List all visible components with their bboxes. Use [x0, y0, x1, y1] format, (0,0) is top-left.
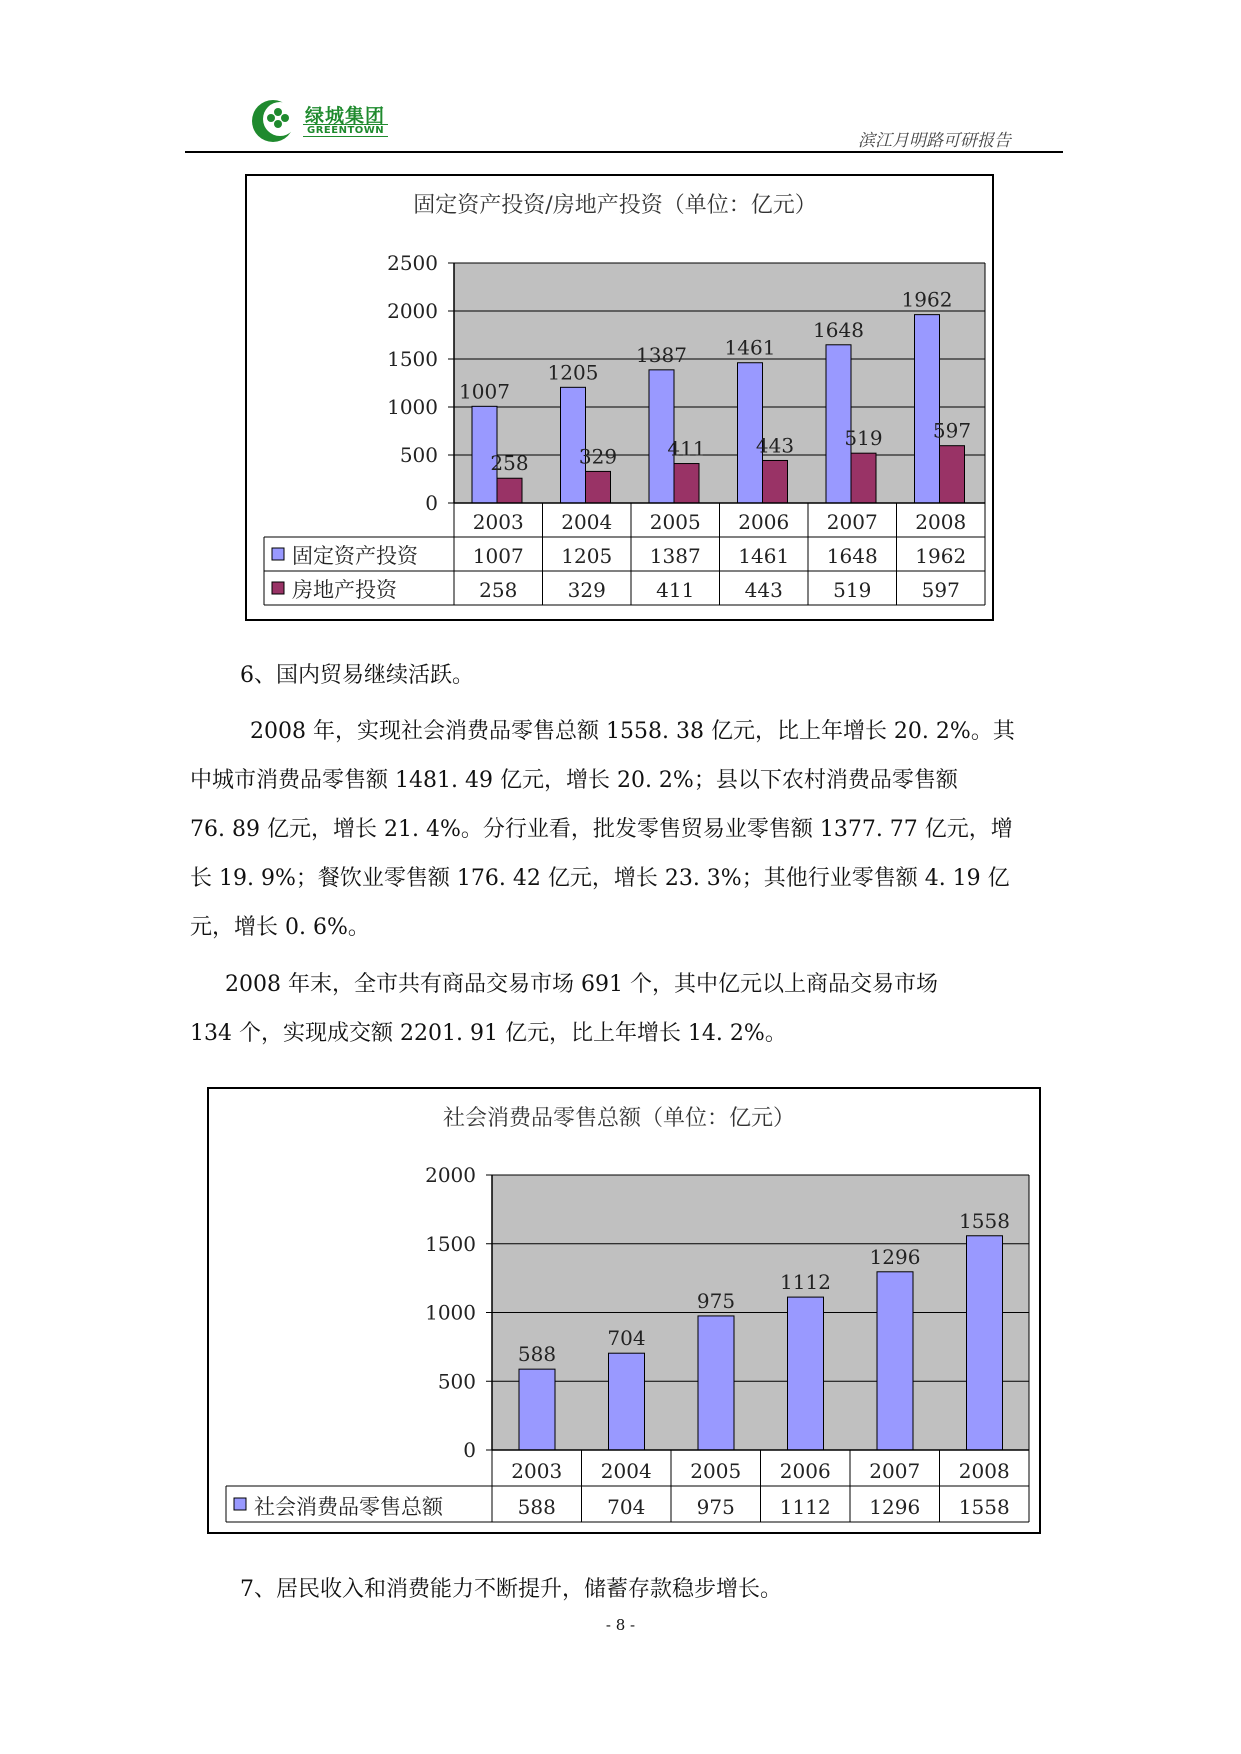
table-cell: 1558	[958, 1495, 1010, 1519]
chart-title: 社会消费品零售总额（单位：亿元）	[442, 1106, 796, 1131]
data-label: 443	[755, 433, 795, 458]
retail-sales-chart	[207, 1087, 1041, 1534]
legend-swatch	[272, 582, 284, 594]
legend-swatch	[272, 548, 284, 560]
table-cell: 975	[696, 1495, 735, 1519]
bar	[788, 1297, 824, 1450]
data-label: 1558	[959, 1208, 1010, 1233]
y-tick-label: 1500	[425, 1231, 476, 1256]
paragraph-line: 76. 89 亿元，增长 21. 4%。分行业看，批发零售贸易业零售额 1377. 77 亿元，增	[190, 817, 1013, 842]
data-label: 1962	[901, 287, 953, 312]
data-label: 1461	[724, 335, 776, 360]
x-tick-label: 2005	[690, 1459, 742, 1483]
legend-label: 房地产投资	[292, 578, 397, 602]
table-cell: 1007	[472, 544, 524, 568]
table-cell: 1296	[869, 1495, 921, 1519]
data-label: 519	[844, 426, 883, 451]
y-tick-label: 500	[399, 443, 438, 467]
data-label: 588	[517, 1342, 557, 1367]
table-cell: 1387	[649, 544, 701, 568]
logo-chinese-name: 绿城集团	[305, 105, 386, 127]
table-cell: 258	[479, 578, 518, 602]
bar	[915, 315, 940, 503]
data-label: 411	[667, 436, 706, 461]
header-divider	[185, 151, 1063, 153]
y-tick-label: 2000	[387, 299, 438, 323]
table-cell: 1205	[561, 544, 613, 568]
data-label: 1007	[459, 379, 510, 404]
data-label: 704	[607, 1326, 646, 1351]
table-cell: 1962	[915, 544, 967, 568]
paragraph-line: 元，增长 0. 6%。	[190, 915, 370, 940]
y-tick-label: 2500	[387, 251, 438, 275]
logo-english-name: GREENTOWN	[303, 124, 388, 137]
chart-title: 固定资产投资/房地产投资（单位：亿元）	[413, 193, 817, 218]
bar	[674, 464, 699, 503]
legend-swatch	[234, 1498, 246, 1510]
table-cell: 1648	[826, 544, 878, 568]
x-tick-label: 2005	[649, 510, 701, 534]
bar	[940, 446, 965, 503]
table-cell: 1112	[779, 1495, 831, 1519]
data-label: 975	[696, 1288, 736, 1313]
bar	[851, 453, 876, 503]
page-number: - 8 -	[605, 1616, 636, 1634]
investment-chart-svg	[247, 176, 992, 619]
y-tick-label: 0	[425, 491, 438, 515]
data-label: 1205	[547, 360, 599, 385]
paragraph-line: 2008 年，实现社会消费品零售总额 1558. 38 亿元，比上年增长 20. 2%。其	[250, 719, 1015, 744]
y-tick-label: 1500	[387, 347, 438, 371]
bar	[967, 1236, 1003, 1450]
bar	[586, 471, 611, 503]
data-label: 258	[490, 451, 529, 476]
x-tick-label: 2006	[779, 1459, 831, 1483]
bar	[826, 345, 851, 503]
paragraph-line: 134 个，实现成交额 2201. 91 亿元，比上年增长 14. 2%。	[190, 1021, 787, 1046]
table-cell: 329	[567, 578, 606, 602]
table-cell: 519	[833, 578, 872, 602]
section-6-heading: 6、国内贸易继续活跃。	[240, 663, 474, 688]
paragraph-line: 长 19. 9%；餐饮业零售额 176. 42 亿元，增长 23. 3%；其他行业零售额 4. 19 亿	[190, 866, 1010, 891]
table-cell: 588	[517, 1495, 556, 1519]
paragraph-line: 2008 年末，全市共有商品交易市场 691 个，其中亿元以上商品交易市场	[225, 972, 938, 997]
bar	[763, 460, 788, 503]
retail-sales-chart-svg	[209, 1089, 1039, 1532]
greentown-logo-icon	[250, 98, 296, 144]
legend-label: 固定资产投资	[292, 544, 418, 568]
paragraph-line: 中城市消费品零售额 1481. 49 亿元，增长 20. 2%；县以下农村消费品零售额	[190, 768, 958, 793]
investment-chart	[245, 174, 994, 621]
table-cell: 704	[607, 1495, 646, 1519]
y-tick-label: 1000	[387, 395, 438, 419]
x-tick-label: 2004	[561, 510, 613, 534]
legend-label: 社会消费品零售总额	[254, 1495, 443, 1519]
table-cell: 597	[921, 578, 960, 602]
y-tick-label: 1000	[425, 1300, 476, 1325]
table-cell: 1461	[738, 544, 790, 568]
x-tick-label: 2004	[600, 1459, 652, 1483]
document-title: 滨江月明路可研报告	[858, 131, 1011, 151]
table-cell: 411	[656, 578, 695, 602]
data-label: 1296	[869, 1244, 921, 1269]
section-7-heading: 7、居民收入和消费能力不断提升，储蓄存款稳步增长。	[240, 1577, 782, 1602]
bar	[519, 1369, 555, 1450]
data-label: 1648	[813, 317, 864, 342]
x-tick-label: 2007	[826, 510, 878, 534]
table-cell: 443	[744, 578, 783, 602]
y-tick-label: 0	[463, 1438, 476, 1462]
x-tick-label: 2008	[915, 510, 967, 534]
y-tick-label: 500	[437, 1369, 476, 1394]
x-tick-label: 2008	[958, 1459, 1010, 1483]
data-label: 597	[932, 418, 972, 443]
bar	[877, 1272, 913, 1450]
x-tick-label: 2003	[472, 510, 524, 534]
y-tick-label: 2000	[425, 1163, 476, 1187]
x-tick-label: 2006	[738, 510, 790, 534]
data-label: 1112	[780, 1270, 831, 1295]
bar	[698, 1316, 734, 1450]
bar	[609, 1353, 645, 1450]
data-label: 329	[578, 444, 618, 469]
bar	[497, 478, 522, 503]
data-label: 1387	[636, 342, 687, 367]
x-tick-label: 2007	[869, 1459, 921, 1483]
x-tick-label: 2003	[511, 1459, 563, 1483]
